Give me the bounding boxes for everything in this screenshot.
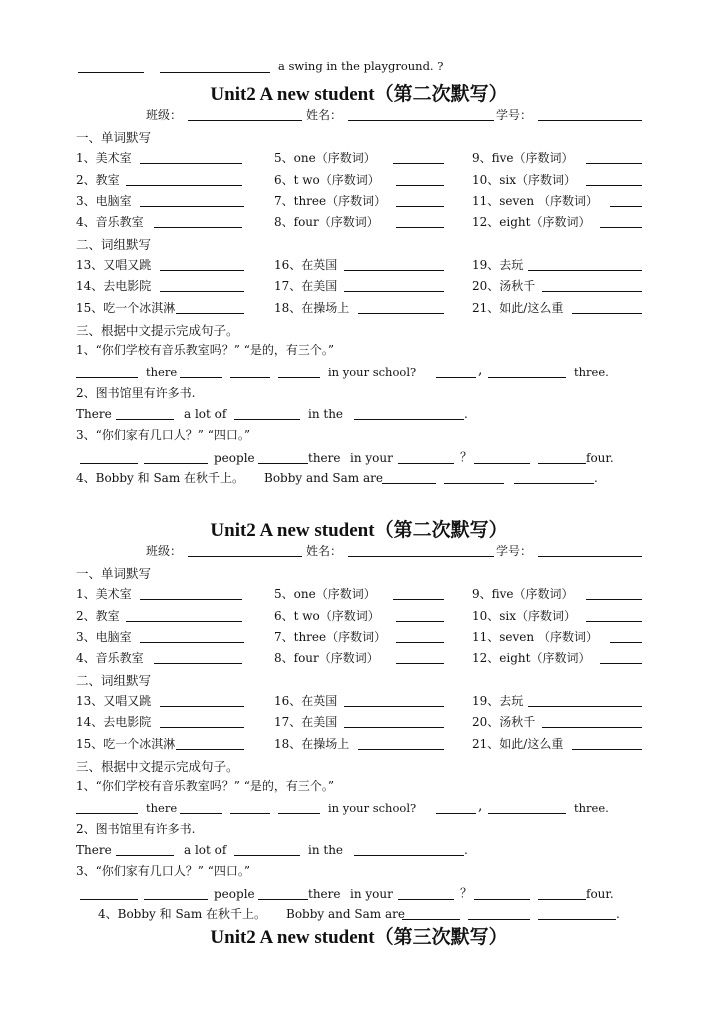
blank: [278, 799, 320, 814]
word-item: 6、t wo（序数词）: [274, 173, 380, 187]
blank: [586, 607, 642, 622]
blank: [154, 213, 242, 228]
phrase-item: 21、如此/这么重: [472, 737, 564, 751]
blank: [474, 449, 530, 464]
word-item: 11、seven （序数词）: [472, 194, 598, 208]
phrase-item: 17、在美国: [274, 715, 338, 729]
blank: [382, 469, 436, 484]
blank: [140, 628, 244, 643]
blank: [358, 299, 444, 314]
blank: [160, 58, 270, 73]
section-words-heading: 一、单词默写: [76, 566, 152, 581]
block2-title: Unit2 A new student（第二次默写）: [210, 520, 508, 541]
blank: [126, 607, 242, 622]
blank: [344, 256, 444, 271]
sentence-3-cn: 3、“你们家有几口人？” “四口。”: [76, 864, 250, 878]
sentence-3-word: in your: [350, 451, 393, 465]
sentence-1-cn: 1、“你们学校有音乐教室吗？” “是的，有三个。”: [76, 779, 334, 793]
blank: [344, 692, 444, 707]
sentence-2-end: .: [464, 407, 468, 421]
blank: [488, 363, 566, 378]
sentence-4-end: .: [616, 907, 620, 921]
word-item: 2、教室: [76, 609, 120, 623]
sentence-1-word: in your school?: [328, 365, 417, 379]
class-blank: [188, 542, 302, 557]
class-label: 班级：: [146, 544, 183, 558]
section-sentences-heading: 三、根据中文提示完成句子。: [76, 323, 239, 338]
sentence-1-comma: ,: [478, 362, 483, 378]
blank: [538, 905, 616, 920]
word-item: 3、电脑室: [76, 194, 132, 208]
sentence-1-cn: 1、“你们学校有音乐教室吗？” “是的，有三个。”: [76, 343, 334, 357]
blank: [358, 735, 444, 750]
sentence-4-en: Bobby and Sam are: [286, 907, 405, 921]
blank: [538, 449, 586, 464]
block1-title: Unit2 A new student（第二次默写）: [210, 84, 508, 105]
blank: [528, 692, 642, 707]
blank: [402, 905, 460, 920]
word-item: 5、one（序数词）: [274, 151, 376, 165]
blank: [572, 299, 642, 314]
blank: [610, 192, 642, 207]
phrase-item: 13、又唱又跳: [76, 694, 152, 708]
word-item: 2、教室: [76, 173, 120, 187]
blank: [180, 799, 222, 814]
blank: [258, 449, 308, 464]
sentence-2-end: .: [464, 843, 468, 857]
phrase-item: 20、汤秋千: [472, 715, 536, 729]
id-blank: [538, 542, 642, 557]
name-blank: [348, 542, 494, 557]
sentence-4-cn: 4、Bobby 和 Sam 在秋千上。: [98, 907, 267, 921]
blank: [140, 192, 244, 207]
sentence-2-word: in the: [308, 843, 344, 857]
blank: [436, 363, 476, 378]
blank: [610, 628, 642, 643]
sentence-3-word: in your: [350, 887, 393, 901]
blank: [396, 192, 444, 207]
sentence-3-word: people: [214, 451, 255, 465]
phrase-item: 17、在美国: [274, 279, 338, 293]
blank: [116, 841, 174, 856]
word-item: 4、音乐教室: [76, 651, 144, 665]
blank: [180, 363, 222, 378]
class-label: 班级：: [146, 108, 183, 122]
phrase-item: 19、去玩: [472, 694, 524, 708]
sentence-2-word: a lot of: [184, 407, 227, 421]
blank: [230, 363, 270, 378]
sentence-1-word: there: [146, 801, 178, 815]
word-item: 12、eight（序数词）: [472, 215, 591, 229]
sentence-2-word: in the: [308, 407, 344, 421]
word-item: 1、美术室: [76, 587, 132, 601]
sentence-3-cn: 3、“你们家有几口人？” “四口。”: [76, 428, 250, 442]
word-item: 12、eight（序数词）: [472, 651, 591, 665]
word-item: 7、three（序数词）: [274, 194, 387, 208]
name-label: 姓名：: [306, 108, 343, 122]
blank: [160, 277, 244, 292]
blank: [144, 449, 208, 464]
blank: [230, 799, 270, 814]
blank: [396, 649, 444, 664]
blank: [572, 735, 642, 750]
blank: [258, 885, 308, 900]
sentence-2-cn: 2、图书馆里有许多书.: [76, 386, 196, 400]
blank: [176, 735, 244, 750]
section-sentences-heading: 三、根据中文提示完成句子。: [76, 759, 239, 774]
blank: [586, 585, 642, 600]
phrase-item: 15、吃一个冰淇淋: [76, 737, 176, 751]
blank: [488, 799, 566, 814]
word-item: 10、six（序数词）: [472, 609, 577, 623]
sentence-4-en: Bobby and Sam are: [264, 471, 383, 485]
blank: [398, 449, 454, 464]
sentence-2-word: There: [76, 407, 112, 421]
phrase-item: 14、去电影院: [76, 279, 152, 293]
top-line-text: a swing in the playground. ?: [278, 59, 444, 73]
blank: [140, 149, 242, 164]
sentence-4-end: .: [594, 471, 598, 485]
blank: [528, 256, 642, 271]
blank: [76, 363, 138, 378]
blank: [396, 607, 444, 622]
blank: [176, 299, 244, 314]
phrase-item: 14、去电影院: [76, 715, 152, 729]
blank: [126, 171, 242, 186]
name-blank: [348, 106, 494, 121]
word-item: 9、five（序数词）: [472, 587, 574, 601]
sentence-1-word: there: [146, 365, 178, 379]
blank: [444, 469, 504, 484]
blank: [76, 799, 138, 814]
blank: [144, 885, 208, 900]
blank: [393, 585, 444, 600]
sentence-3-qmark: ？: [460, 886, 473, 900]
word-item: 10、six（序数词）: [472, 173, 577, 187]
blank: [78, 58, 144, 73]
word-item: 7、three（序数词）: [274, 630, 387, 644]
blank: [542, 713, 642, 728]
section-phrases-heading: 二、词组默写: [76, 673, 152, 688]
blank: [586, 171, 642, 186]
sentence-3-qmark: ？: [460, 450, 473, 464]
word-item: 3、电脑室: [76, 630, 132, 644]
sentence-1-word: in your school?: [328, 801, 417, 815]
name-label: 姓名：: [306, 544, 343, 558]
phrase-item: 15、吃一个冰淇淋: [76, 301, 176, 315]
blank: [393, 149, 444, 164]
phrase-item: 16、在英国: [274, 258, 338, 272]
blank: [468, 905, 530, 920]
phrase-item: 18、在操场上: [274, 737, 350, 751]
blank: [600, 213, 642, 228]
block3-title: Unit2 A new student（第三次默写）: [210, 927, 508, 948]
word-item: 8、four（序数词）: [274, 651, 379, 665]
word-item: 9、five（序数词）: [472, 151, 574, 165]
phrase-item: 19、去玩: [472, 258, 524, 272]
id-blank: [538, 106, 642, 121]
blank: [514, 469, 594, 484]
blank: [396, 628, 444, 643]
blank: [140, 585, 242, 600]
blank: [234, 841, 300, 856]
blank: [474, 885, 530, 900]
section-words-heading: 一、单词默写: [76, 130, 152, 145]
word-item: 6、t wo（序数词）: [274, 609, 380, 623]
sentence-3-word: four.: [586, 451, 614, 465]
sentence-1-comma: ,: [478, 798, 483, 814]
blank: [396, 171, 444, 186]
blank: [586, 149, 642, 164]
sentence-1-word: three.: [574, 365, 609, 379]
phrase-item: 16、在英国: [274, 694, 338, 708]
sentence-2-cn: 2、图书馆里有许多书.: [76, 822, 196, 836]
blank: [538, 885, 586, 900]
blank: [542, 277, 642, 292]
blank: [354, 405, 464, 420]
sentence-3-word: four.: [586, 887, 614, 901]
blank: [344, 277, 444, 292]
blank: [154, 649, 242, 664]
blank: [116, 405, 174, 420]
sentence-3-word: there: [308, 887, 341, 901]
word-item: 8、four（序数词）: [274, 215, 379, 229]
blank: [396, 213, 444, 228]
blank: [234, 405, 300, 420]
phrase-item: 13、又唱又跳: [76, 258, 152, 272]
sentence-3-word: people: [214, 887, 255, 901]
blank: [80, 885, 138, 900]
section-phrases-heading: 二、词组默写: [76, 237, 152, 252]
blank: [344, 713, 444, 728]
word-item: 5、one（序数词）: [274, 587, 376, 601]
sentence-2-word: There: [76, 843, 112, 857]
blank: [160, 713, 244, 728]
word-item: 11、seven （序数词）: [472, 630, 598, 644]
blank: [354, 841, 464, 856]
id-label: 学号：: [496, 544, 533, 558]
blank: [398, 885, 454, 900]
word-item: 1、美术室: [76, 151, 132, 165]
class-blank: [188, 106, 302, 121]
blank: [80, 449, 138, 464]
blank: [160, 692, 244, 707]
sentence-2-word: a lot of: [184, 843, 227, 857]
id-label: 学号：: [496, 108, 533, 122]
blank: [278, 363, 320, 378]
sentence-1-word: three.: [574, 801, 609, 815]
sentence-4-cn: 4、Bobby 和 Sam 在秋千上。: [76, 471, 245, 485]
blank: [600, 649, 642, 664]
blank: [436, 799, 476, 814]
phrase-item: 21、如此/这么重: [472, 301, 564, 315]
word-item: 4、音乐教室: [76, 215, 144, 229]
phrase-item: 20、汤秋千: [472, 279, 536, 293]
phrase-item: 18、在操场上: [274, 301, 350, 315]
sentence-3-word: there: [308, 451, 341, 465]
blank: [160, 256, 244, 271]
